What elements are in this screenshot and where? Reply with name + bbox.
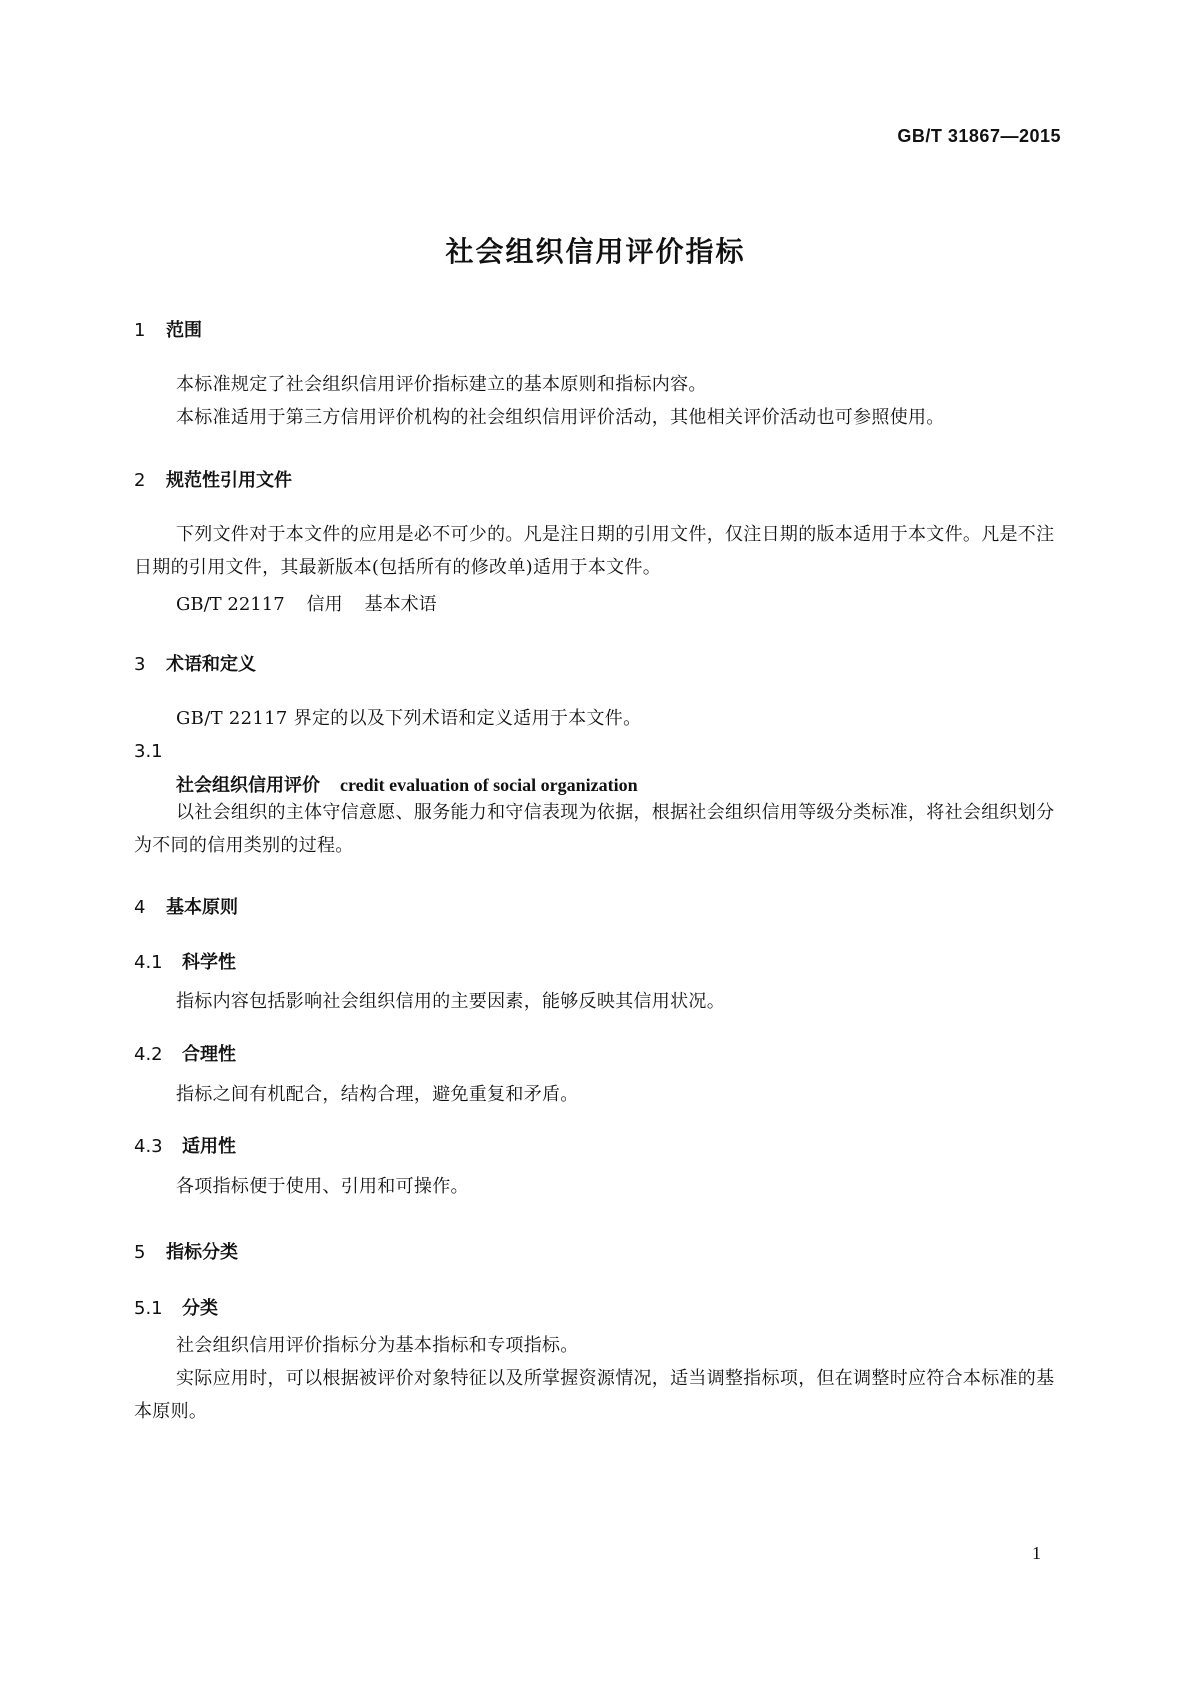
section-number: 5.1 (134, 1298, 163, 1319)
section-5-1-heading (134, 1294, 218, 1320)
paragraph: 各项指标便于使用、引用和可操作。 (176, 1176, 469, 1197)
reference-title-part: 基本术语 (364, 594, 437, 615)
section-title: 分类 (182, 1298, 218, 1319)
term-chinese: 社会组织信用评价 (176, 775, 320, 796)
section-4-1-heading (134, 948, 236, 974)
paragraph: 指标内容包括影响社会组织信用的主要因素，能够反映其信用状况。 (176, 991, 725, 1012)
normative-reference (176, 590, 459, 616)
paragraph: 本标准规定了社会组织信用评价指标建立的基本原则和指标内容。 (176, 374, 707, 395)
term-definition: 以社会组织的主体守信意愿、服务能力和守信表现为依据，根据社会组织信用等级分类标准，将社会组织划分为不同的信用类别的过程。 (134, 802, 1055, 856)
section-2-heading (134, 466, 292, 492)
section-number: 4.2 (134, 1044, 163, 1065)
paragraph: 社会组织信用评价指标分为基本指标和专项指标。 (176, 1335, 579, 1356)
paragraph: 指标之间有机配合，结构合理，避免重复和矛盾。 (176, 1084, 579, 1105)
section-4-heading (134, 893, 238, 919)
term-entry (176, 771, 638, 797)
section-5-heading (134, 1238, 238, 1264)
page-number: 1 (1032, 1543, 1041, 1563)
section-title: 基本原则 (166, 897, 238, 918)
section-4-2-heading (134, 1040, 236, 1066)
term-english: credit evaluation of social organization (340, 775, 638, 795)
paragraph: 下列文件对于本文件的应用是必不可少的。凡是注日期的引用文件，仅注日期的版本适用于本文件。凡是不注日期的引用文件，其最新版本(包括所有的修改单)适用于本文件。 (134, 524, 1055, 578)
section-title: 指标分类 (166, 1242, 238, 1263)
clause-number: 3.1 (134, 741, 163, 762)
section-title: 范围 (166, 320, 202, 341)
section-number: 5 (134, 1242, 146, 1263)
section-title: 合理性 (182, 1044, 236, 1065)
section-4-3-heading (134, 1132, 236, 1158)
paragraph: 实际应用时，可以根据被评价对象特征以及所掌握资源情况，适当调整指标项，但在调整时应符合本标准的基本原则。 (134, 1368, 1055, 1422)
section-title: 科学性 (182, 952, 236, 973)
section-title: 术语和定义 (166, 654, 256, 675)
section-number: 4.3 (134, 1136, 163, 1157)
reference-title-part: 信用 (306, 594, 343, 615)
document-title: 社会组织信用评价指标 (445, 235, 746, 268)
section-3-heading (134, 650, 256, 676)
standard-code: GB/T 31867—2015 (897, 126, 1061, 146)
reference-code: GB/T 22117 (176, 594, 285, 615)
section-number: 1 (134, 320, 146, 341)
paragraph: 本标准适用于第三方信用评价机构的社会组织信用评价活动，其他相关评价活动也可参照使用。 (176, 407, 945, 428)
section-title: 规范性引用文件 (166, 470, 292, 491)
section-number: 3 (134, 654, 146, 675)
section-title: 适用性 (182, 1136, 236, 1157)
section-number: 4.1 (134, 952, 163, 973)
paragraph: GB/T 22117 界定的以及下列术语和定义适用于本文件。 (176, 708, 642, 729)
section-number: 4 (134, 897, 146, 918)
section-number: 2 (134, 470, 146, 491)
section-1-heading (134, 316, 202, 342)
